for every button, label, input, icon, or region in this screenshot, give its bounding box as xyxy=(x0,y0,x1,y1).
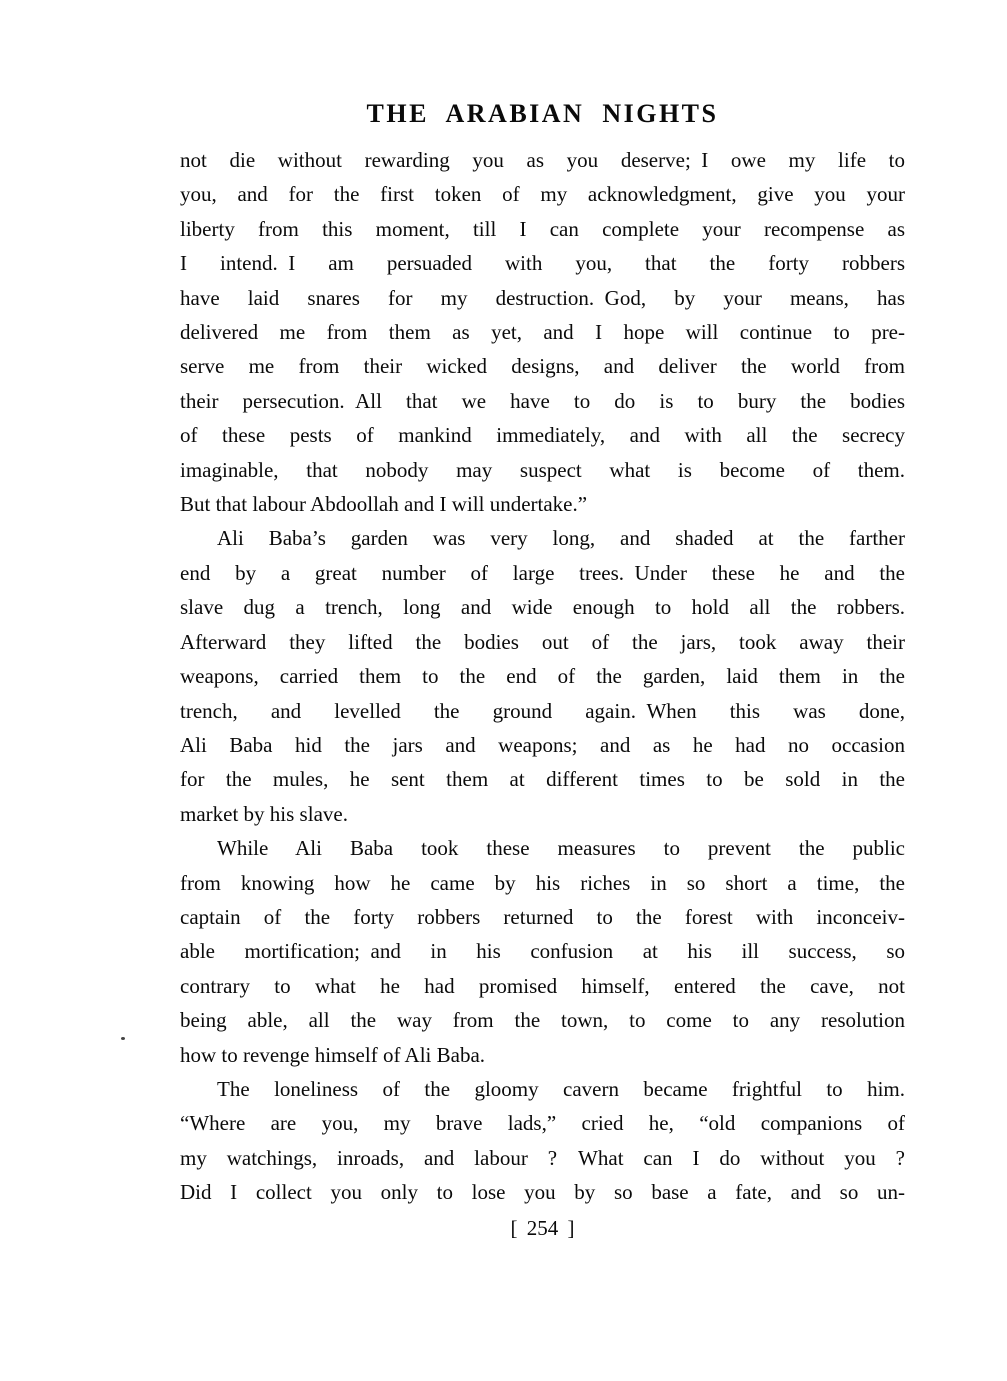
text-line: Ali Baba hid the jars and weapons; and as he had no occasion xyxy=(180,732,905,757)
text-line: not die without rewarding you as you deserve; I owe my life to xyxy=(180,148,905,172)
text-line: While Ali Baba took these measures to prevent the public xyxy=(217,836,905,861)
text-line: contrary to what he had promised himself, entered the cave, not xyxy=(180,973,905,998)
ink-speck xyxy=(121,1037,125,1040)
text-line: imaginable, that nobody may suspect what is become of them. xyxy=(180,457,905,482)
text-line: able mortification; and in his confusion at his ill success, so xyxy=(180,939,905,964)
text-line: have laid snares for my destruction. God, by your means, has xyxy=(180,285,905,310)
paragraph xyxy=(180,1072,905,1210)
page-number: [ 254 ] xyxy=(510,1216,575,1240)
text-line: liberty from this moment, till I can complete your recompense as xyxy=(180,216,905,241)
text-line: trench, and levelled the ground again. When this was done, xyxy=(180,698,905,723)
text-line: Did I collect you only to lose you by so base a fate, and so un- xyxy=(180,1180,905,1205)
paragraph xyxy=(180,521,905,831)
text-line: market by his slave. xyxy=(180,801,348,826)
text-line: “Where are you, my brave lads,” cried he, “old companions of xyxy=(180,1111,905,1136)
paragraph xyxy=(180,143,905,521)
body-text xyxy=(180,143,905,1210)
text-line: you, and for the first token of my acknowledgment, give you your xyxy=(180,182,905,207)
text-line: for the mules, he sent them at different times to be sold in the xyxy=(180,767,905,792)
paragraph xyxy=(180,831,905,1072)
text-line: from knowing how he came by his riches in so short a time, the xyxy=(180,870,905,895)
text-line: my watchings, inroads, and labour ? What can I do without you ? xyxy=(180,1145,905,1170)
text-line: slave dug a trench, long and wide enough to hold all the robbers. xyxy=(180,595,905,620)
text-line: The loneliness of the gloomy cavern became frightful to him. xyxy=(217,1076,905,1101)
text-line: of these pests of mankind immediately, and with all the secrecy xyxy=(180,423,905,448)
text-line: I intend. I am persuaded with you, that the forty robbers xyxy=(180,251,905,276)
text-line: their persecution. All that we have to do is to bury the bodies xyxy=(180,388,905,413)
text-line: end by a great number of large trees. Under these he and the xyxy=(180,560,905,585)
text-line: serve me from their wicked designs, and deliver the world from xyxy=(180,354,905,379)
text-line: But that labour Abdoollah and I will undertake.” xyxy=(180,492,588,517)
text-line: weapons, carried them to the end of the garden, laid them in the xyxy=(180,664,905,689)
text-line: Afterward they lifted the bodies out of the jars, took away their xyxy=(180,629,905,654)
running-header: THE ARABIAN NIGHTS xyxy=(366,99,719,128)
text-line: how to revenge himself of Ali Baba. xyxy=(180,1042,486,1067)
text-line: delivered me from them as yet, and I hope will continue to pre- xyxy=(180,320,905,345)
text-line: captain of the forty robbers returned to the forest with inconceiv- xyxy=(180,904,905,929)
text-line: Ali Baba’s garden was very long, and shaded at the farther xyxy=(217,526,905,551)
text-line: being able, all the way from the town, to come to any resolution xyxy=(180,1008,905,1033)
